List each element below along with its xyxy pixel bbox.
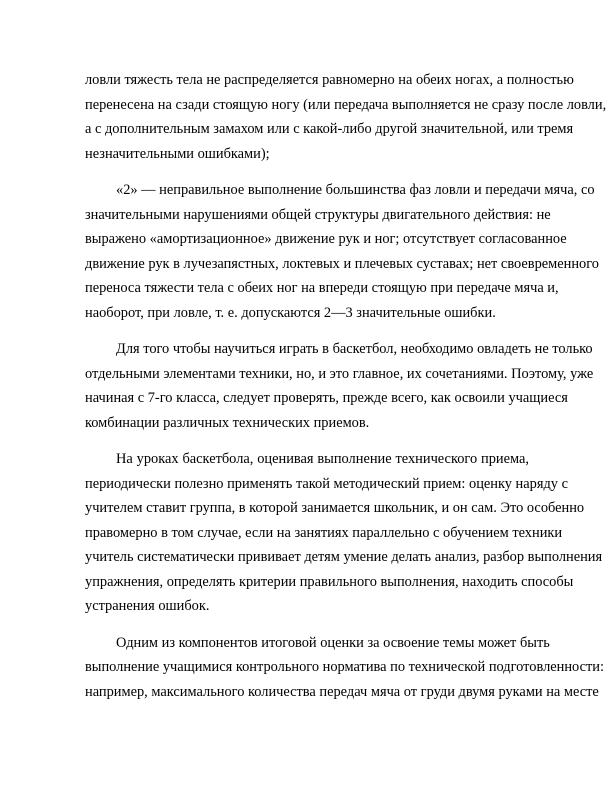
paragraph-gap [85, 166, 529, 178]
text-line: ловли тяжесть тела не распределяется равномерно на обеих ногах, а полностью [85, 72, 574, 88]
text-line: например, максимального количества передач мяча от груди двумя руками на месте [85, 683, 599, 700]
paragraph-4 [85, 447, 603, 619]
text-line [85, 337, 593, 362]
text-line-content: Одним из компонентов итоговой оценки за освоение темы может быть [116, 634, 550, 651]
text-line: движение рук в лучезапястных, локтевых и плечевых суставах; нет своевременного [85, 255, 599, 272]
document-page [85, 68, 607, 704]
text-line: выполнение учащимися контрольного норматива по технической подготовленности: [85, 659, 604, 675]
paragraph-2 [85, 178, 599, 325]
text-line: выражено «амортизационное» движение рук и ног; отсутствует согласованное [85, 231, 567, 247]
text-line: отдельными элементами техники, но, и это главное, их сочетаниями. Поэтому, уже [85, 365, 594, 382]
text-line [85, 447, 529, 472]
text-line [85, 631, 550, 656]
text-line: правомерно в том случае, если на занятиях параллельно с обучением техники [85, 524, 563, 541]
text-line: упражнения, определять критерии правильного выполнения, находить способы [85, 573, 574, 590]
text-line: устранения ошибок. [85, 598, 210, 614]
text-line [85, 178, 595, 203]
text-line: переноса тяжести тела с обеих ног на впереди стоящую при передаче мяча и, [85, 280, 559, 296]
text-line: а с дополнительным замахом или с какой-либо другой значительной, или тремя [85, 121, 574, 137]
paragraph-3 [85, 337, 594, 435]
text-line-content: «2» — неправильное выполнение большинства фаз ловли и передачи мяча, со [116, 182, 595, 198]
text-line: наоборот, при ловле, т. е. допускаются 2—3 значительные ошибки. [85, 304, 496, 321]
text-line: начиная с 7-го класса, следует проверять, прежде всего, как освоили учащиеся [85, 390, 568, 406]
text-line: учитель систематически прививает детям умение делать анализ, разбор выполнения [85, 549, 603, 565]
text-line: незначительными ошибками); [85, 145, 270, 162]
text-line: периодически полезно применять такой методический прием: оценку наряду с [85, 475, 568, 492]
text-line: комбинации различных технических приемов. [85, 414, 370, 431]
text-line: учителем ставит группа, в которой занимается школьник, и он сам. Это особенно [85, 500, 585, 516]
paragraph-gap [85, 619, 529, 631]
text-line: перенесена на сзади стоящую ногу (или передача выполняется не сразу после ловли, [85, 96, 607, 113]
paragraph-gap [85, 325, 529, 337]
text-line-content: На уроках баскетбола, оценивая выполнение технического приема, [116, 451, 529, 467]
text-line: значительными нарушениями общей структуры двигательного действия: не [85, 206, 551, 223]
paragraph-5 [85, 631, 604, 705]
text-line-content: Для того чтобы научиться играть в баскетбол, необходимо овладеть не только [116, 341, 593, 357]
paragraph-gap [85, 435, 529, 447]
paragraph-1 [85, 68, 607, 166]
